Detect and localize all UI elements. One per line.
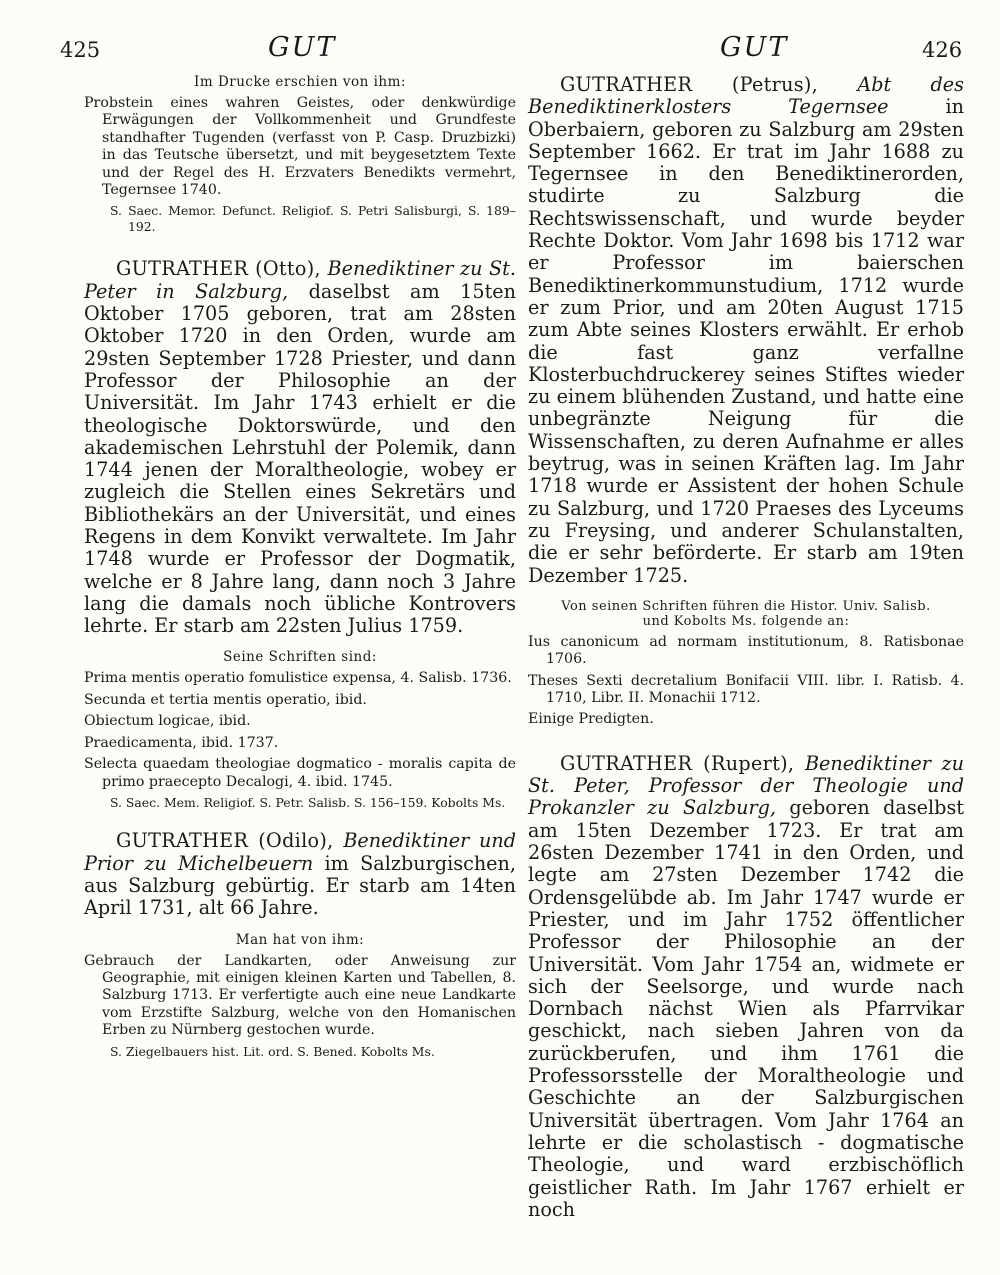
entry-petrus-head: GUTRATHER (Petrus), <box>560 73 819 96</box>
right-page-number: 426 <box>922 38 963 62</box>
left-running-head: GUT <box>268 32 337 63</box>
entry-rupert <box>528 753 964 1221</box>
petrus-works-heading: Von seinen Schriften führen die Histor. Univ. Salisb. und Kobolts Ms. folgende an: <box>561 598 931 629</box>
right-column <box>528 74 964 1221</box>
entry-rupert-head: GUTRATHER (Rupert), <box>560 751 795 775</box>
intro-work-entry: Probstein eines wahren Geistes, oder denkwürdige Erwägungen der Vollkommenheit und Grundfeste standhafter Tugenden (verfasst von P. Casp. Druzbizki) in das Teutsche übersetzt, und mit beygesetztem Texte und der Regel des H. Erzvaters Benedikts vermehrt, Tegernsee 1740. <box>84 95 516 199</box>
entry-petrus <box>528 74 964 587</box>
petrus-work-3: Einige Predigten. <box>528 711 654 728</box>
otto-work-5: Selecta quaedam theologiae dogmatico - moralis capita de primo praecepto Decalogi, 4. ibid. 1745. <box>84 756 516 790</box>
otto-work-2: Secunda et tertia mentis operatio, ibid. <box>84 691 367 708</box>
left-page-number: 425 <box>60 38 101 62</box>
entry-otto-text: daselbst am 15ten Oktober 1705 geboren, trat am 28sten Oktober 1720 in den Orden, wurde am 29sten September 1728 Priester, und dann Professor der Philosophie an der Universität. Im Jahr 1743 erhielt er die theologische Doktorswürde, und den akademischen Lehrstuhl der Polemik, dann 1744 jenen der Moraltheologie, wobey er zugleich die Stellen eines Sekretärs und Bibliothekärs an der Universität, und eines Regens in dem Konvikt verwaltete. Im Jahr 1748 wurde er Professor der Dogmatik, welche er 8 Jahre lang, dann noch 3 Jahre lang die damals noch übliche Kontrovers lehrte. Er starb am 22sten Julius 1759. <box>84 279 516 638</box>
entry-odilo-text: im Salzburgischen, aus Salzburg gebürtig. Er starb am 14ten April 1731, alt 66 Jahre. <box>84 851 516 920</box>
right-running-head: GUT <box>720 32 789 63</box>
entry-otto <box>84 258 516 637</box>
intro-source-reference: S. Saec. Memor. Defunct. Religiof. S. Petri Salisburgi, S. 189–192. <box>110 203 516 234</box>
entry-odilo-head: GUTRATHER (Odilo), <box>116 829 334 853</box>
entry-odilo-role: Benediktiner und Prior zu Michelbeuern <box>84 829 516 875</box>
entry-rupert-text: geboren daselbst am 15ten Dezember 1723. Er trat am 26sten Dezember 1741 in den Orden, und legte am 27sten Dezember 1742 die Ordensgelübde ab. Im Jahr 1747 wurde er Priester, und im Jahr 1752 öffentlicher Professor der Philosophie an der Universität. Vom Jahr 1754 an, widmete er sich der Seelsorge, und wurde nach Dornbach nächst Wien als Pfarrvikar geschickt, nach sieben Jahren von da zurückberufen, und ihm 1761 die Professorsstelle der Moraltheologie und Geschichte an der Salzburgischen Universität übertragen. Vom Jahr 1764 an lehrte er die scholastisch - dogmatische Theologie, und ward erzbischöflich geistlicher Rath. Im Jahr 1767 erhielt er noch <box>528 796 964 1221</box>
otto-work-4: Praedicamenta, ibid. 1737. <box>84 734 279 751</box>
entry-rupert-role: Benediktiner zu St. Peter, Professor der Theologie und Prokanzler zu Salzburg, <box>528 751 964 820</box>
entry-petrus-role: Abt des Benediktinerklosters Tegernsee <box>528 73 964 119</box>
otto-work-3: Obiectum logicae, ibid. <box>84 713 251 730</box>
otto-source-reference: S. Saec. Mem. Religiof. S. Petr. Salisb. S. 156–159. Kobolts Ms. <box>110 794 506 810</box>
otto-work-1: Prima mentis operatio fomulistice expensa, 4. Salisb. 1736. <box>84 670 512 687</box>
odilo-works-heading: Man hat von ihm: <box>235 931 365 948</box>
intro-works-heading: Im Drucke erschien von ihm: <box>194 74 406 90</box>
odilo-source-reference: S. Ziegelbauers hist. Lit. ord. S. Bened. Kobolts Ms. <box>110 1043 435 1059</box>
entry-otto-role: Benediktiner zu St. Peter in Salzburg, <box>84 257 516 303</box>
petrus-work-2: Theses Sexti decretalium Bonifacii VIII. libr. I. Ratisb. 4. 1710, Libr. II. Monachii 1712. <box>528 672 964 707</box>
running-header <box>0 28 1000 68</box>
left-column <box>84 74 516 1059</box>
entry-odilo <box>84 830 516 919</box>
odilo-work-entry: Gebrauch der Landkarten, oder Anweisung zur Geographie, mit einigen kleinen Karten und Tabellen, 8. Salzburg 1713. Er verfertigte auch eine neue Landkarte vom Erzstifte Salzburg, welche von den Homanischen Erben zu Nürnberg gestochen wurde. <box>84 952 516 1039</box>
entry-petrus-text: in Oberbaiern, geboren zu Salzburg am 29sten September 1662. Er trat im Jahr 1688 zu Tegernsee in den Benediktinerorden, studirte zu Salzburg die Rechtswissenschaft, und wurde beyder Rechte Doktor. Vom Jahr 1698 bis 1712 war er Professor im baierschen Benediktinerkommunstudium, 1712 wurde er zum Prior, und am 20ten August 1715 zum Abte seines Klosters erwählt. Er erhob die fast ganz verfallne Klosterbuchdruckerey seines Stiftes wieder zu einem blühenden Zustand, und hatte eine unbegränzte Neigung für die Wissenschaften, zu deren Aufnahme er alles beytrug, was in seinen Kräften lag. Im Jahr 1718 wurde er Assistent der hohen Schule zu Salzburg, und 1720 Praeses des Lyceums zu Freysing, und anderer Schulanstalten, die er sehr beförderte. Er starb am 19ten Dezember 1725. <box>528 95 964 587</box>
otto-works-heading: Seine Schriften sind: <box>223 649 377 666</box>
petrus-work-1: Ius canonicum ad normam institutionum, 8. Ratisbonae 1706. <box>528 633 964 668</box>
entry-otto-head: GUTRATHER (Otto), <box>116 257 321 281</box>
